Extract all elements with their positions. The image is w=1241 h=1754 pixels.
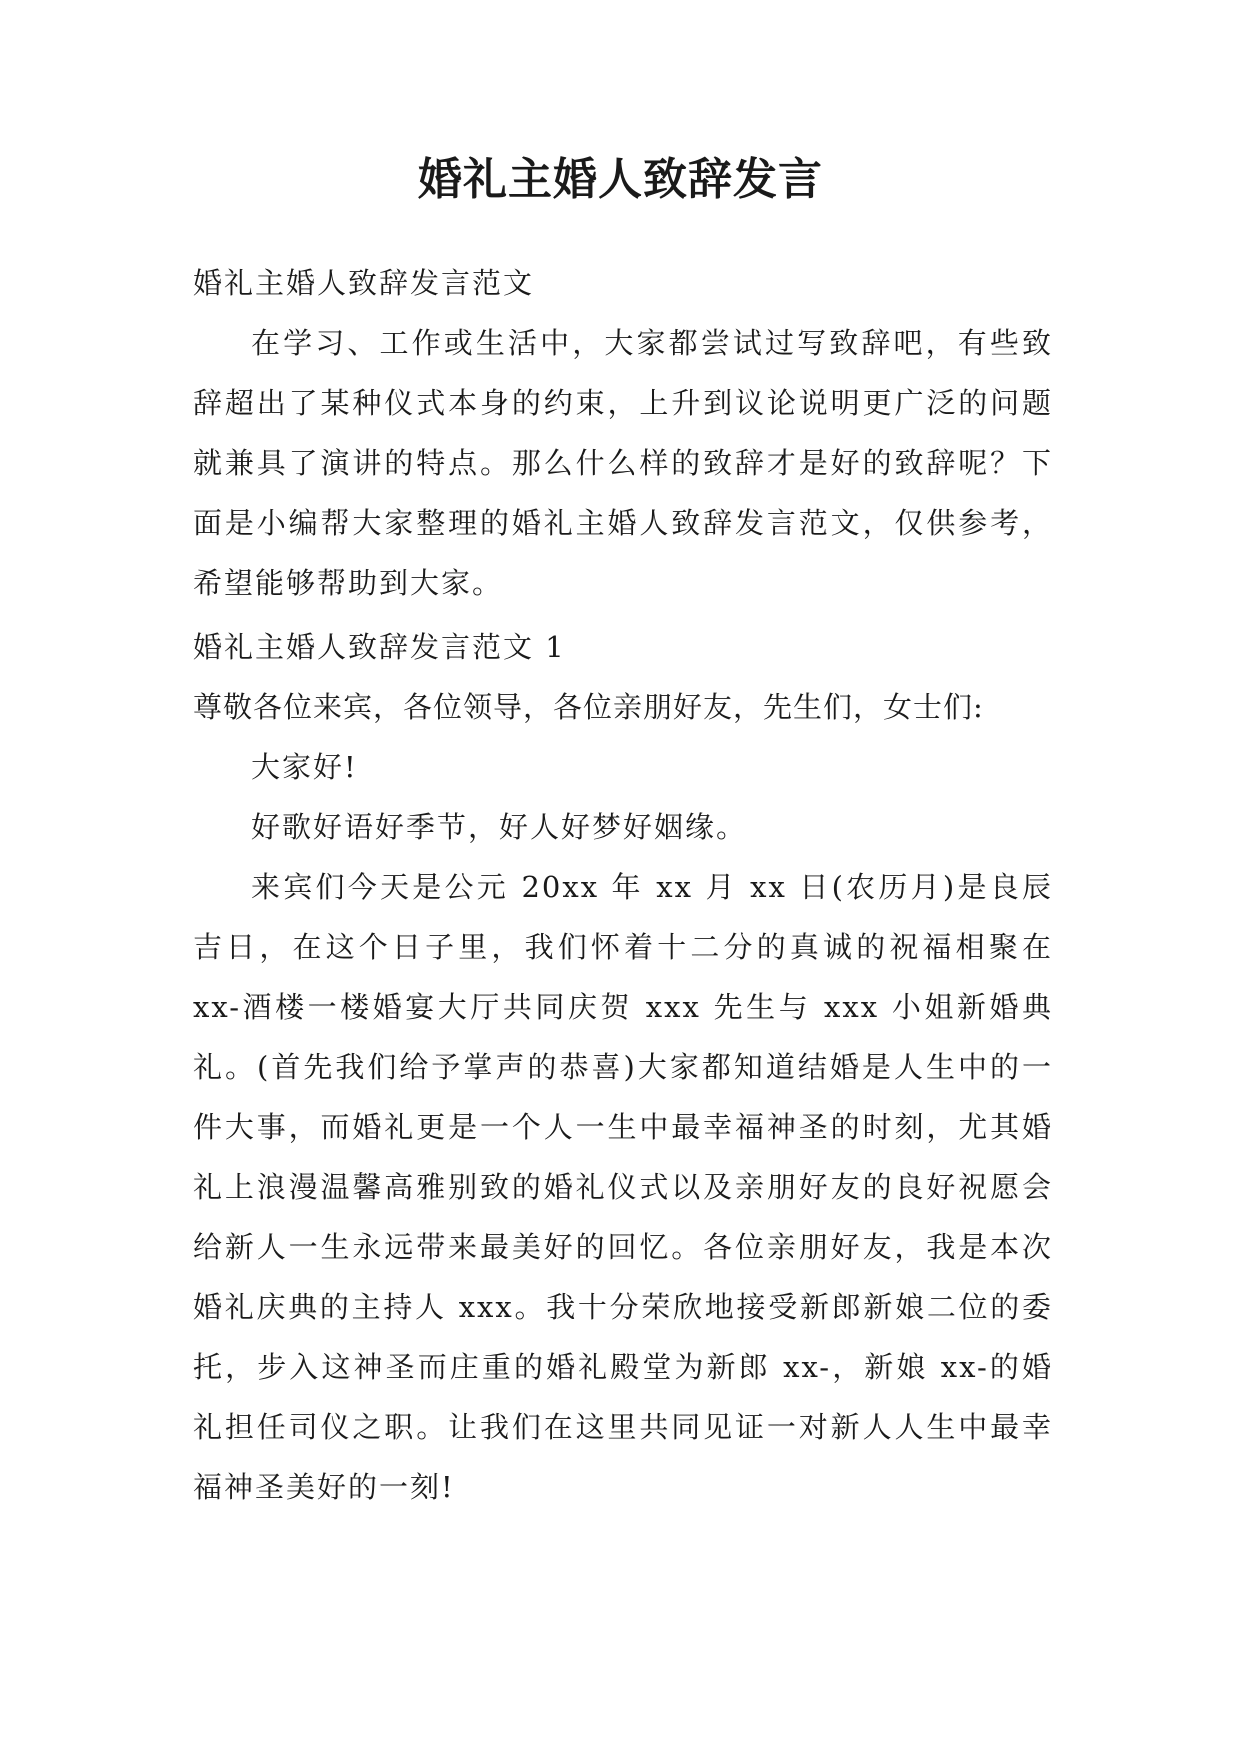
couplet: 好歌好语好季节，好人好梦好姻缘。	[251, 810, 748, 844]
section-heading: 婚礼主婚人致辞发言范文 1	[193, 630, 566, 664]
document-title: 婚礼主婚人致辞发言	[418, 154, 823, 205]
intro-heading: 婚礼主婚人致辞发言范文	[193, 266, 535, 300]
section-one	[193, 617, 1053, 1517]
greeting: 大家好!	[251, 750, 358, 784]
salutation: 尊敬各位来宾，各位领导，各位亲朋好友，先生们，女士们:	[193, 690, 984, 724]
document-body	[193, 253, 1053, 613]
intro-paragraph: 在学习、工作或生活中，大家都尝试过写致辞吧，有些致辞超出了某种仪式本身的约束，上升到议论说明更广泛的问题就兼具了演讲的特点。那么什么样的致辞才是好的致辞呢？下面是小编帮大家整理的婚礼主婚人致辞发言范文，仅供参考，希望能够帮助到大家。	[193, 326, 1053, 600]
main-paragraph: 来宾们今天是公元 20xx 年 xx 月 xx 日(农历月)是良辰吉日，在这个日子里，我们怀着十二分的真诚的祝福相聚在 xx-酒楼一楼婚宴大厅共同庆贺 xxx 先生与 xxx 小姐新婚典礼。(首先我们给予掌声的恭喜)大家都知道结婚是人生中的一件大事，而婚礼更是一个人一生中最幸福神圣的时刻，尤其婚礼上浪漫温馨高雅别致的婚礼仪式以及亲朋好友的良好祝愿会给新人一生永远带来最美好的回忆。各位亲朋好友，我是本次婚礼庆典的主持人 xxx。我十分荣欣地接受新郎新娘二位的委托，步入这神圣而庄重的婚礼殿堂为新郎 xx-，新娘 xx-的婚礼担任司仪之职。让我们在这里共同见证一对新人人生中最幸福神圣美好的一刻!	[193, 870, 1053, 1504]
